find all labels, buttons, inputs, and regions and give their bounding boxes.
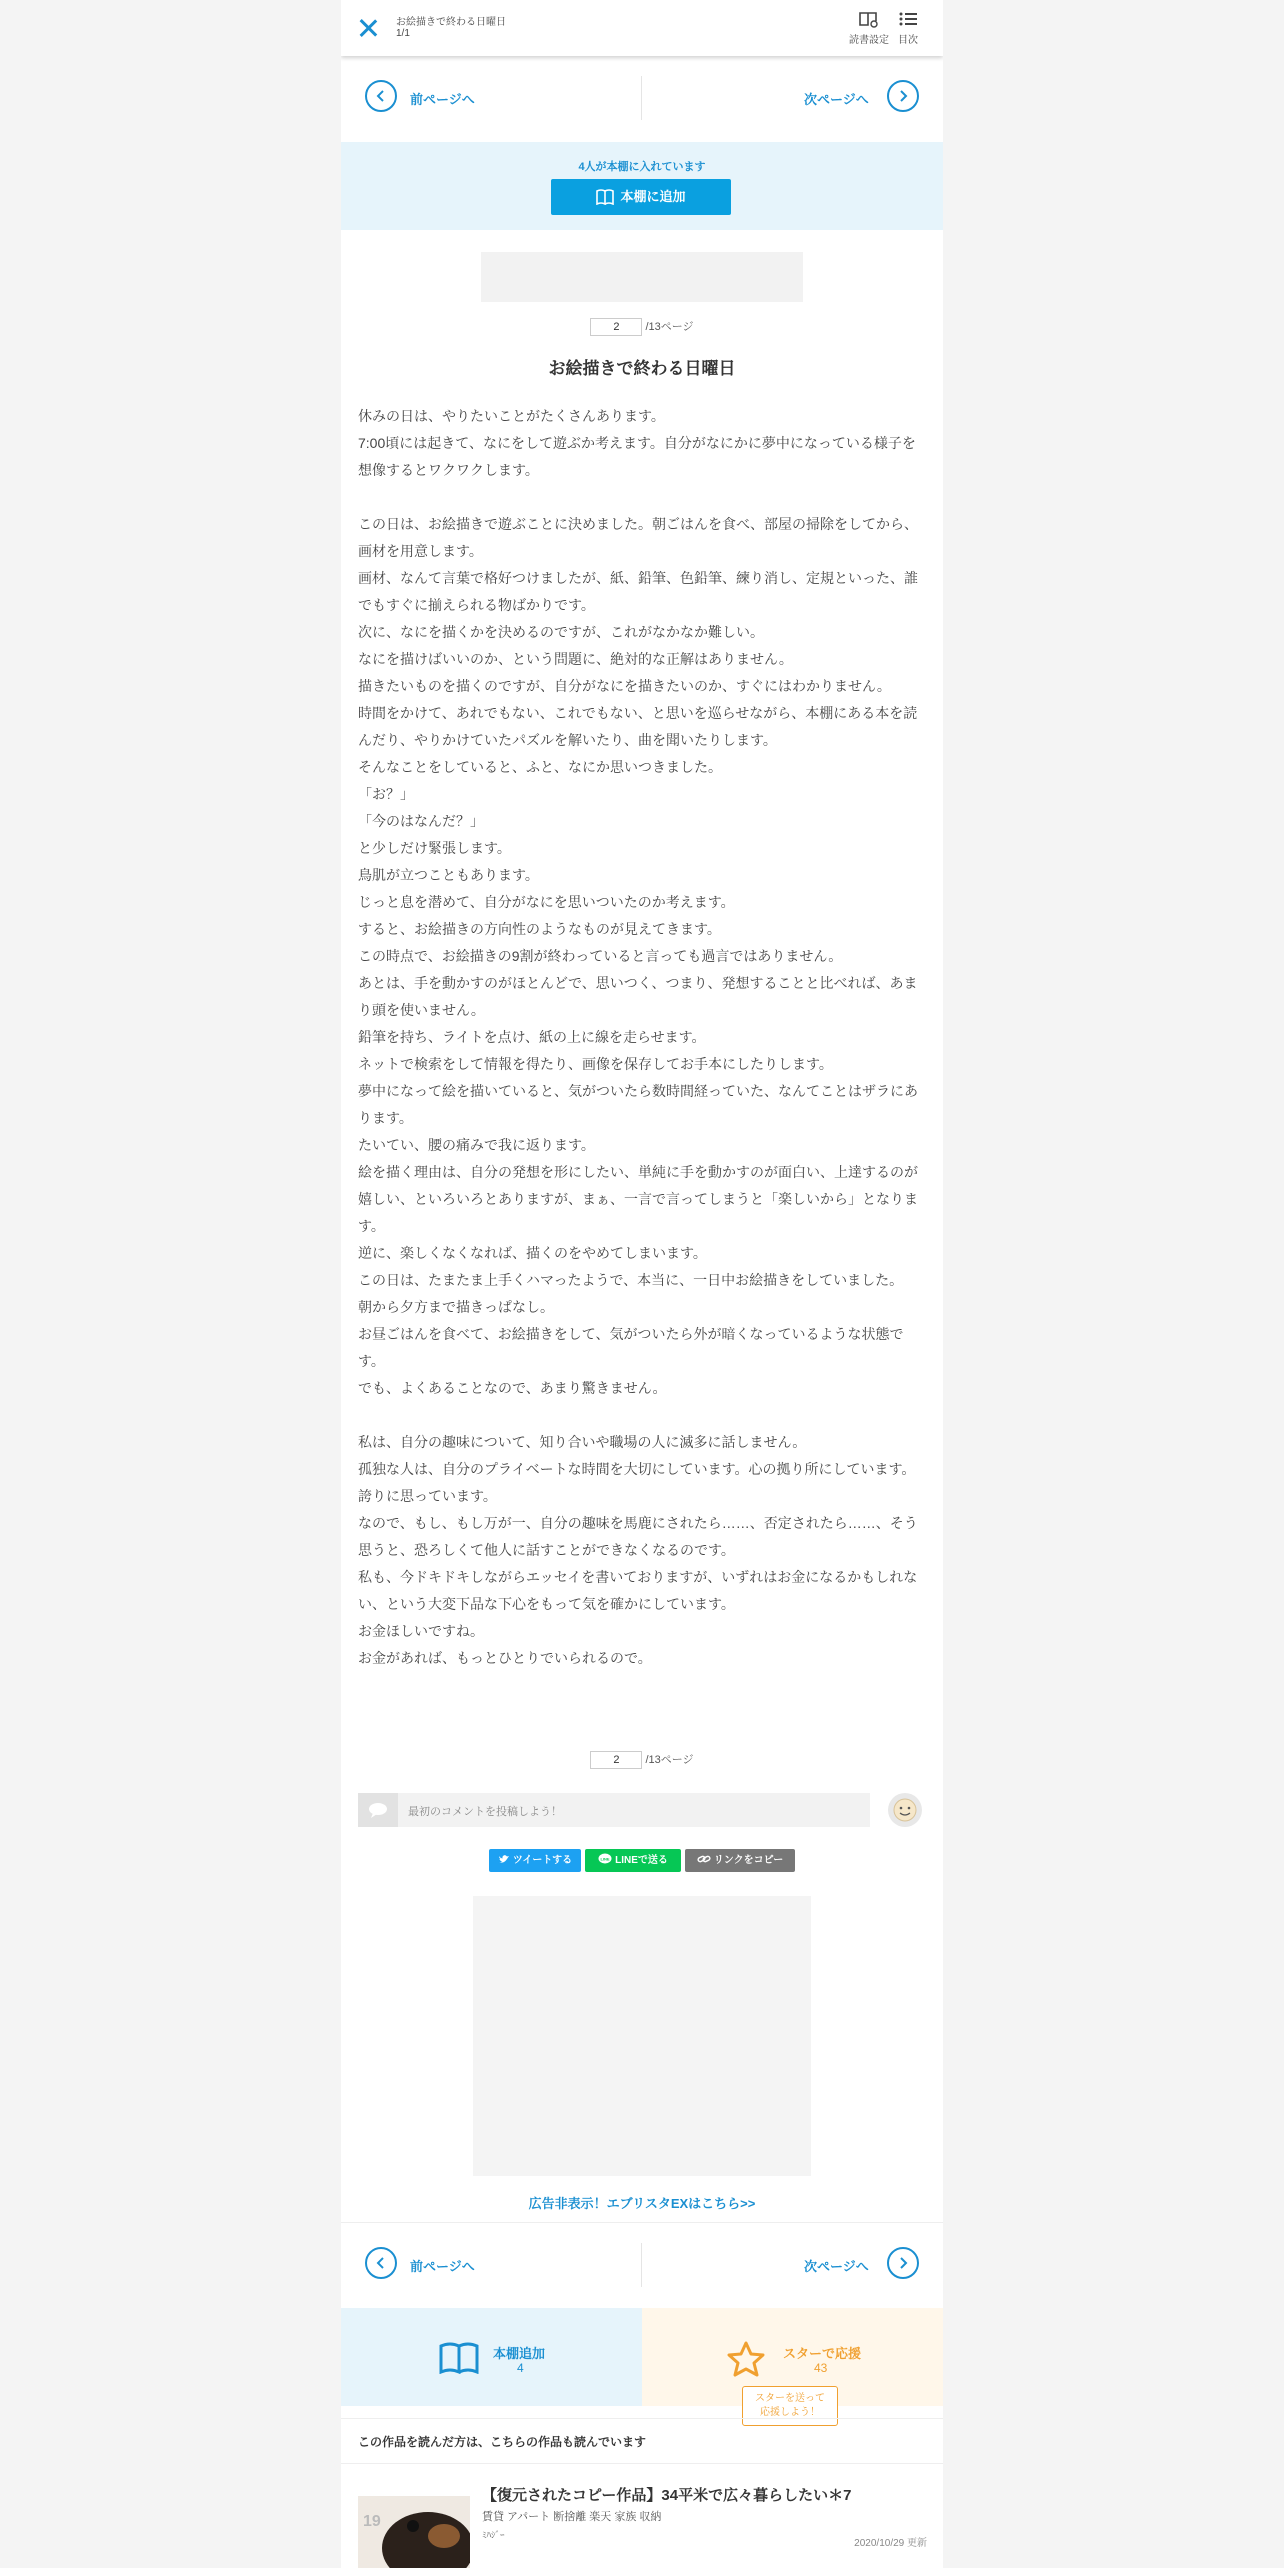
line-share-button[interactable] (585, 1849, 681, 1872)
shelf-banner (341, 142, 943, 230)
page-total: /13ページ (645, 321, 694, 333)
star-support-label: スターで応援 (783, 2346, 862, 2361)
next-page-link[interactable]: 次ページへ (804, 92, 869, 107)
recommended-story-author: ﾐﾊｼﾞｰ (482, 2530, 505, 2540)
reader-page (341, 0, 943, 2568)
prev-page-link[interactable]: 前ページへ (410, 2259, 475, 2274)
comment-input[interactable] (358, 1793, 870, 1827)
ad-placeholder-small (481, 252, 803, 302)
close-icon[interactable] (357, 17, 379, 39)
pager-divider (641, 76, 642, 120)
page-number-input[interactable]: 2 (590, 318, 642, 336)
shelf-support-count: 4 (517, 2361, 524, 2375)
ad-placeholder-large (473, 1896, 811, 2176)
book-settings-icon (858, 10, 880, 28)
pager-divider (641, 2243, 642, 2287)
bottom-pager (341, 2225, 943, 2305)
reading-settings-button[interactable] (849, 10, 889, 46)
reaction-face-icon[interactable] (888, 1793, 922, 1827)
prev-page-link[interactable]: 前ページへ (410, 92, 475, 107)
comment-placeholder: 最初のコメントを投稿しよう！ (408, 1806, 562, 1818)
page-indicator-top (341, 318, 943, 336)
shelf-support-label: 本棚追加 (493, 2346, 546, 2361)
page-number-input[interactable]: 2 (590, 1751, 642, 1769)
header-title: お絵描きで終わる日曜日 (396, 17, 506, 28)
tooltip-line2: 応援しよう！ (760, 2407, 820, 2418)
recommended-story-title: 【復元されたコピー作品】34平米で広々暮らしたい＊7 (482, 2487, 852, 2504)
story-title: お絵描きで終わる日曜日 (548, 359, 736, 378)
copy-link-button[interactable] (685, 1849, 795, 1872)
chevron-left-icon (374, 2256, 388, 2270)
open-book-icon (439, 2342, 479, 2374)
section-divider (341, 2418, 943, 2419)
page-total: /13ページ (645, 1754, 694, 1766)
copy-link-label: リンクをコピー (713, 1855, 784, 1866)
toc-button[interactable] (898, 10, 918, 46)
next-page-button[interactable] (887, 2247, 919, 2279)
tweet-button[interactable] (489, 1849, 581, 1872)
recommended-story-date: 2020/10/29 更新 (854, 2538, 927, 2549)
ad-free-link[interactable]: 広告非表示！エブリスタEXはこちら>> (528, 2196, 756, 2211)
chevron-right-icon (896, 2256, 910, 2270)
toc-label: 目次 (898, 35, 918, 46)
chevron-left-icon (374, 89, 388, 103)
header-page-count: 1/1 (396, 28, 410, 39)
prev-page-button[interactable] (365, 2247, 397, 2279)
link-icon (697, 1854, 711, 1864)
reading-settings-label: 読書設定 (849, 35, 889, 46)
recommend-heading: この作品を読んだ方は、こちらの作品も読んでいます (358, 2435, 647, 2449)
list-icon (898, 10, 918, 28)
recommended-story-card[interactable] (341, 2464, 943, 2568)
line-share-label: LINEで送る (615, 1855, 668, 1866)
shelf-support-button[interactable] (341, 2308, 642, 2406)
comment-bubble-icon (358, 1793, 398, 1827)
reader-header (341, 0, 943, 56)
star-support-count: 43 (814, 2361, 828, 2375)
line-icon (598, 1853, 612, 1865)
svg-text:LINE: LINE (600, 1856, 610, 1862)
chevron-right-icon (896, 89, 910, 103)
story-thumbnail (358, 2496, 470, 2568)
prev-page-button[interactable] (365, 80, 397, 112)
story-body: 休みの日は、やりたいことがたくさんあります。 7:00頃には起きて、なにをして遊ぶか考えます。自分がなにかに夢中になっている様子を想像するとワクワクします。 この日は、お絵描きで遊ぶことに決めました。朝ごはんを食べ、部屋の掃除をしてから、画材を用意します。 画材、なんて言葉で格好つけましたが、紙、鉛筆、色鉛筆、練り消し、定規といった、誰でもすぐに揃えられる物ばかりです。 次に、なにを描くかを決めるのですが、これがなかなか難しい。 なにを描けばいいのか、という問題に、絶対的な正解はありません。 描きたいものを描くのですが、自分がなにを描きたいのか、すぐにはわかりません。 時間をかけて、あれでもない、これでもない、と思いを巡らせながら、本棚にある本を読んだり、やりかけていたパズルを解いたり、曲を聞いたりします。 そんなことをしていると、ふと、なにか思いつきました。 「お？」 「今のはなんだ？」 と少しだけ緊張します。 鳥肌が立つこともあります。 じっと息を潜めて、自分がなにを思いついたのか考えます。 すると、お絵描きの方向性のようなものが見えてきます。 この時点で、お絵描きの9割が終わっていると言っても過言ではありません。 あとは、手を動かすのがほとんどで、思いつく、つまり、発想することと比べれば、あまり頭を使いません。 鉛筆を持ち、ライトを点け、紙の上に線を走らせます。 ネットで検索をして情報を得たり、画像を保存してお手本にしたりします。 夢中になって絵を描いていると、気がついたら数時間経っていた、なんてことはザラにあります。 たいてい、腰の痛みで我に返ります。 絵を描く理由は、自分の発想を形にしたい、単純に手を動かすのが面白い、上達するのが嬉しい、といろいろとありますが、まぁ、一言で言ってしまうと「楽しいから」となります。 逆に、楽しくなくなれば、描くのをやめてしまいます。 この日は、たまたま上手くハマったようで、本当に、一日中お絵描きをしていました。 朝から夕方まで描きっぱなし。 お昼ごはんを食べて、お絵描きをして、気がついたら外が暗くなっているような状態です。 でも、よくあることなので、あまり驚きません。 私は、自分の趣味について、知り合いや職場の人に滅多に話しません。 孤独な人は、自分のプライベートな時間を大切にしています。心の拠り所にしています。誇りに思っています。 なので、もし、もし万が一、自分の趣味を馬鹿にされたら……、否定されたら……、そう思うと、恐ろしくて他人に話すことができなくなるのです。 私も、今ドキドキしながらエッセイを書いておりますが、いずれはお金になるかもしれない、という大変下品な下心をもって気を確かにしています。 お金ほしいですね。 お金があれば、もっとひとりでいられるので。 (358, 408, 918, 1666)
shelf-count-text: 4人が本棚に入れています (578, 161, 706, 173)
top-pager (341, 58, 943, 138)
next-page-link[interactable]: 次ページへ (804, 2259, 869, 2274)
add-to-shelf-button[interactable] (551, 179, 731, 215)
star-tooltip (742, 2386, 838, 2426)
tweet-label: ツイートする (512, 1855, 573, 1866)
recommended-story-tags: 賃貸 アパート 断捨離 楽天 家族 収納 (482, 2511, 662, 2523)
book-icon (596, 189, 614, 205)
thumbnail-badge: 19 (363, 2513, 381, 2530)
add-to-shelf-label: 本棚に追加 (620, 189, 686, 204)
page-indicator-bottom (341, 1751, 943, 1769)
next-page-button[interactable] (887, 80, 919, 112)
tooltip-line1: スターを送って (755, 2393, 825, 2404)
section-divider (341, 2222, 943, 2223)
twitter-icon (498, 1854, 510, 1864)
star-icon (726, 2340, 766, 2378)
